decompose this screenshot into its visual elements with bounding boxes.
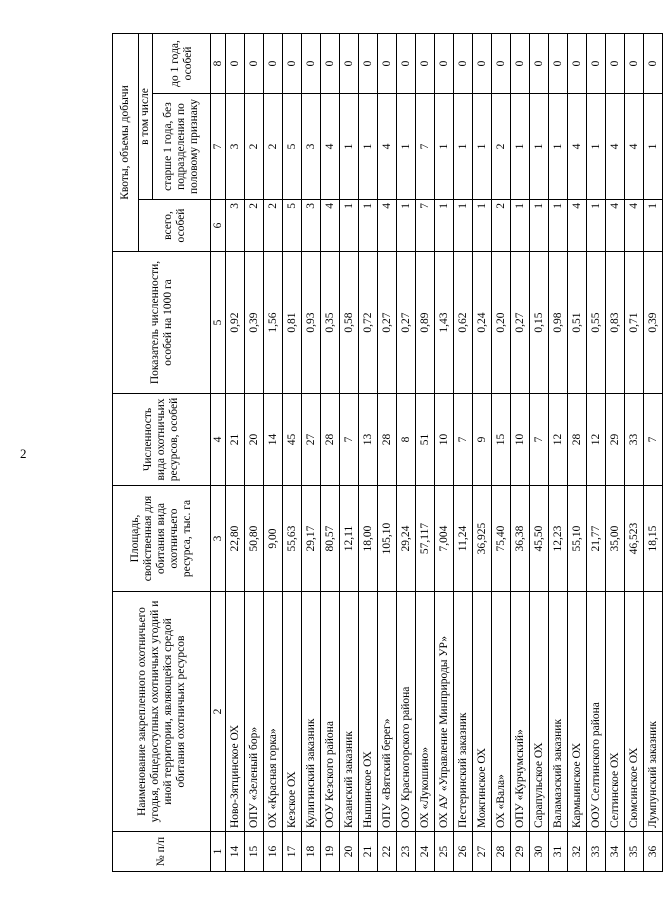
cell-area-name: Нышинское ОХ bbox=[359, 592, 378, 832]
column-number: 2 bbox=[211, 592, 226, 832]
cell-area-name: Пестеринский заказник bbox=[454, 592, 473, 832]
cell-total: 2 bbox=[264, 200, 283, 252]
table-row bbox=[530, 33, 549, 871]
cell-total: 1 bbox=[435, 200, 454, 252]
cell-younger: 0 bbox=[511, 33, 530, 93]
cell-older: 1 bbox=[454, 94, 473, 200]
cell-area: 105,10 bbox=[378, 486, 397, 592]
table-row bbox=[587, 33, 606, 871]
cell-number: 32 bbox=[568, 832, 587, 872]
cell-number: 28 bbox=[492, 832, 511, 872]
cell-population: 20 bbox=[245, 394, 264, 486]
cell-total: 7 bbox=[416, 200, 435, 252]
cell-density: 0,98 bbox=[549, 252, 568, 394]
cell-population: 8 bbox=[397, 394, 416, 486]
cell-total: 4 bbox=[378, 200, 397, 252]
cell-older: 7 bbox=[416, 94, 435, 200]
column-number: 8 bbox=[211, 33, 226, 93]
cell-older: 4 bbox=[321, 94, 340, 200]
cell-younger: 0 bbox=[226, 33, 245, 93]
cell-density: 0,89 bbox=[416, 252, 435, 394]
cell-number: 21 bbox=[359, 832, 378, 872]
cell-population: 14 bbox=[264, 394, 283, 486]
cell-area-name: Казанский заказник bbox=[340, 592, 359, 832]
cell-younger: 0 bbox=[359, 33, 378, 93]
header-area: Площадь, свойственная для обитания вида охотничьего ресурса, тыс. га bbox=[113, 486, 211, 592]
cell-area: 7,004 bbox=[435, 486, 454, 592]
cell-density: 0,39 bbox=[245, 252, 264, 394]
cell-younger: 0 bbox=[302, 33, 321, 93]
cell-total: 1 bbox=[340, 200, 359, 252]
cell-area: 45,50 bbox=[530, 486, 549, 592]
cell-area-name: Сарапульское ОХ bbox=[530, 592, 549, 832]
cell-density: 0,71 bbox=[625, 252, 644, 394]
cell-population: 15 bbox=[492, 394, 511, 486]
cell-younger: 0 bbox=[416, 33, 435, 93]
cell-younger: 0 bbox=[435, 33, 454, 93]
cell-density: 1,43 bbox=[435, 252, 454, 394]
cell-population: 45 bbox=[283, 394, 302, 486]
cell-population: 51 bbox=[416, 394, 435, 486]
cell-number: 25 bbox=[435, 832, 454, 872]
cell-total: 4 bbox=[568, 200, 587, 252]
cell-younger: 0 bbox=[530, 33, 549, 93]
cell-area: 57,117 bbox=[416, 486, 435, 592]
cell-area-name: ОХ АУ «Управление Минприроды УР» bbox=[435, 592, 454, 832]
cell-area: 12,23 bbox=[549, 486, 568, 592]
cell-younger: 0 bbox=[549, 33, 568, 93]
cell-younger: 0 bbox=[245, 33, 264, 93]
cell-older: 4 bbox=[568, 94, 587, 200]
cell-younger: 0 bbox=[454, 33, 473, 93]
cell-area: 75,40 bbox=[492, 486, 511, 592]
cell-older: 3 bbox=[226, 94, 245, 200]
cell-older: 1 bbox=[511, 94, 530, 200]
cell-number: 20 bbox=[340, 832, 359, 872]
cell-density: 0,39 bbox=[644, 252, 663, 394]
header-older: старше 1 года, без подразделения по половому признаку bbox=[153, 94, 211, 200]
cell-density: 0,27 bbox=[378, 252, 397, 394]
cell-area: 11,24 bbox=[454, 486, 473, 592]
cell-population: 10 bbox=[435, 394, 454, 486]
cell-total: 4 bbox=[606, 200, 625, 252]
cell-density: 0,92 bbox=[226, 252, 245, 394]
table-row bbox=[492, 33, 511, 871]
cell-total: 1 bbox=[473, 200, 492, 252]
cell-area-name: Кармыинское ОХ bbox=[568, 592, 587, 832]
cell-area-name: Валамазский заказник bbox=[549, 592, 568, 832]
cell-population: 28 bbox=[568, 394, 587, 486]
cell-population: 12 bbox=[587, 394, 606, 486]
cell-density: 0,83 bbox=[606, 252, 625, 394]
cell-population: 9 bbox=[473, 394, 492, 486]
cell-total: 5 bbox=[283, 200, 302, 252]
header-num: № п/п bbox=[113, 832, 211, 872]
cell-population: 13 bbox=[359, 394, 378, 486]
cell-density: 0,15 bbox=[530, 252, 549, 394]
cell-area: 36,925 bbox=[473, 486, 492, 592]
cell-number: 24 bbox=[416, 832, 435, 872]
cell-area: 22,80 bbox=[226, 486, 245, 592]
cell-density: 0,24 bbox=[473, 252, 492, 394]
cell-area: 55,10 bbox=[568, 486, 587, 592]
cell-population: 29 bbox=[606, 394, 625, 486]
cell-population: 7 bbox=[454, 394, 473, 486]
cell-older: 1 bbox=[549, 94, 568, 200]
cell-number: 17 bbox=[283, 832, 302, 872]
table-row bbox=[644, 33, 663, 871]
table-row bbox=[606, 33, 625, 871]
cell-older: 5 bbox=[283, 94, 302, 200]
cell-older: 1 bbox=[435, 94, 454, 200]
cell-younger: 0 bbox=[492, 33, 511, 93]
cell-density: 0,20 bbox=[492, 252, 511, 394]
cell-area-name: ОПУ «Зеленый бор» bbox=[245, 592, 264, 832]
table-row bbox=[568, 33, 587, 871]
cell-population: 7 bbox=[340, 394, 359, 486]
cell-younger: 0 bbox=[397, 33, 416, 93]
table-row bbox=[511, 33, 530, 871]
cell-younger: 0 bbox=[625, 33, 644, 93]
cell-population: 12 bbox=[549, 394, 568, 486]
cell-number: 29 bbox=[511, 832, 530, 872]
cell-number: 30 bbox=[530, 832, 549, 872]
cell-total: 1 bbox=[549, 200, 568, 252]
header-population: Численность вида охотничьих ресурсов, особей bbox=[113, 394, 211, 486]
cell-area: 29,24 bbox=[397, 486, 416, 592]
cell-population: 7 bbox=[530, 394, 549, 486]
cell-number: 22 bbox=[378, 832, 397, 872]
cell-number: 19 bbox=[321, 832, 340, 872]
cell-area: 9,00 bbox=[264, 486, 283, 592]
cell-total: 1 bbox=[454, 200, 473, 252]
table-row bbox=[359, 33, 378, 871]
cell-total: 4 bbox=[625, 200, 644, 252]
cell-total: 1 bbox=[397, 200, 416, 252]
cell-area-name: Лумпунский заказник bbox=[644, 592, 663, 832]
cell-total: 2 bbox=[245, 200, 264, 252]
cell-older: 1 bbox=[530, 94, 549, 200]
cell-area: 35,00 bbox=[606, 486, 625, 592]
cell-number: 23 bbox=[397, 832, 416, 872]
cell-older: 1 bbox=[397, 94, 416, 200]
cell-density: 0,27 bbox=[511, 252, 530, 394]
cell-younger: 0 bbox=[378, 33, 397, 93]
cell-younger: 0 bbox=[606, 33, 625, 93]
cell-older: 1 bbox=[587, 94, 606, 200]
cell-younger: 0 bbox=[321, 33, 340, 93]
table-row bbox=[625, 33, 644, 871]
cell-younger: 0 bbox=[473, 33, 492, 93]
cell-total: 2 bbox=[492, 200, 511, 252]
column-number: 1 bbox=[211, 832, 226, 872]
cell-younger: 0 bbox=[264, 33, 283, 93]
cell-number: 34 bbox=[606, 832, 625, 872]
cell-total: 1 bbox=[359, 200, 378, 252]
table-row bbox=[283, 33, 302, 871]
table-row bbox=[321, 33, 340, 871]
cell-older: 2 bbox=[264, 94, 283, 200]
cell-density: 0,35 bbox=[321, 252, 340, 394]
cell-population: 27 bbox=[302, 394, 321, 486]
column-number-row bbox=[211, 33, 226, 871]
cell-population: 10 bbox=[511, 394, 530, 486]
cell-number: 27 bbox=[473, 832, 492, 872]
cell-number: 35 bbox=[625, 832, 644, 872]
cell-total: 4 bbox=[321, 200, 340, 252]
cell-older: 2 bbox=[492, 94, 511, 200]
table-row bbox=[378, 33, 397, 871]
header-quotas: Квоты, объемы добычи bbox=[113, 33, 139, 251]
table-row bbox=[245, 33, 264, 871]
cell-area: 46,523 bbox=[625, 486, 644, 592]
cell-older: 1 bbox=[473, 94, 492, 200]
table-row bbox=[264, 33, 283, 871]
cell-area: 29,17 bbox=[302, 486, 321, 592]
header-density: Показатель численности, особей на 1000 га bbox=[113, 252, 211, 394]
cell-number: 14 bbox=[226, 832, 245, 872]
cell-total: 1 bbox=[530, 200, 549, 252]
cell-area-name: ОПУ «Вятский берег» bbox=[378, 592, 397, 832]
table-row bbox=[454, 33, 473, 871]
cell-older: 2 bbox=[245, 94, 264, 200]
cell-younger: 0 bbox=[340, 33, 359, 93]
cell-area-name: ОХ «Красная горка» bbox=[264, 592, 283, 832]
header-name: Наименование закрепленного охотничьего угодья, общедоступных охотничьих угодий и иной территории, являющейся средой обитания охотничьих ресурсов bbox=[113, 592, 211, 832]
cell-number: 36 bbox=[644, 832, 663, 872]
table-row bbox=[416, 33, 435, 871]
cell-number: 33 bbox=[587, 832, 606, 872]
column-number: 3 bbox=[211, 486, 226, 592]
cell-number: 31 bbox=[549, 832, 568, 872]
cell-density: 0,62 bbox=[454, 252, 473, 394]
table-row bbox=[340, 33, 359, 871]
cell-total: 1 bbox=[511, 200, 530, 252]
cell-area-name: Кезское ОХ bbox=[283, 592, 302, 832]
cell-number: 18 bbox=[302, 832, 321, 872]
cell-total: 3 bbox=[226, 200, 245, 252]
cell-area-name: ООУ Красногорского района bbox=[397, 592, 416, 832]
cell-population: 21 bbox=[226, 394, 245, 486]
table-row bbox=[226, 33, 245, 871]
column-number: 4 bbox=[211, 394, 226, 486]
rotated-table-container bbox=[112, 34, 659, 872]
column-number: 5 bbox=[211, 252, 226, 394]
cell-area: 36,38 bbox=[511, 486, 530, 592]
cell-area: 50,80 bbox=[245, 486, 264, 592]
table-body bbox=[211, 33, 663, 871]
page-number: 2 bbox=[20, 446, 27, 461]
cell-population: 28 bbox=[321, 394, 340, 486]
cell-older: 1 bbox=[644, 94, 663, 200]
cell-total: 3 bbox=[302, 200, 321, 252]
quota-table bbox=[112, 33, 663, 872]
cell-area-name: Селтинское ОХ bbox=[606, 592, 625, 832]
cell-area-name: ОПУ «Курчумский» bbox=[511, 592, 530, 832]
header-incl: в том числе bbox=[139, 33, 153, 199]
table-row bbox=[473, 33, 492, 871]
cell-area-name: Можгинское ОХ bbox=[473, 592, 492, 832]
table-row bbox=[435, 33, 454, 871]
cell-number: 16 bbox=[264, 832, 283, 872]
cell-area-name: Кулигинский заказник bbox=[302, 592, 321, 832]
column-number: 6 bbox=[211, 200, 226, 252]
cell-younger: 0 bbox=[283, 33, 302, 93]
header-younger: до 1 года, особей bbox=[153, 33, 211, 93]
cell-density: 1,56 bbox=[264, 252, 283, 394]
cell-density: 0,55 bbox=[587, 252, 606, 394]
cell-area-name: ОХ «Лукошино» bbox=[416, 592, 435, 832]
cell-density: 0,81 bbox=[283, 252, 302, 394]
cell-area: 18,00 bbox=[359, 486, 378, 592]
cell-number: 15 bbox=[245, 832, 264, 872]
cell-area: 21,77 bbox=[587, 486, 606, 592]
cell-area-name: Сюмсинское ОХ bbox=[625, 592, 644, 832]
table-row bbox=[397, 33, 416, 871]
table-row bbox=[302, 33, 321, 871]
column-number: 7 bbox=[211, 94, 226, 200]
cell-population: 33 bbox=[625, 394, 644, 486]
header-total: всего, особей bbox=[139, 200, 211, 252]
cell-population: 28 bbox=[378, 394, 397, 486]
cell-population: 7 bbox=[644, 394, 663, 486]
cell-area-name: ООУ Кезского района bbox=[321, 592, 340, 832]
cell-older: 1 bbox=[359, 94, 378, 200]
cell-area: 55,63 bbox=[283, 486, 302, 592]
cell-total: 1 bbox=[587, 200, 606, 252]
cell-density: 0,58 bbox=[340, 252, 359, 394]
table-row bbox=[549, 33, 568, 871]
cell-younger: 0 bbox=[568, 33, 587, 93]
cell-older: 3 bbox=[302, 94, 321, 200]
cell-area: 80,57 bbox=[321, 486, 340, 592]
cell-older: 1 bbox=[340, 94, 359, 200]
cell-area-name: ООУ Селтинского района bbox=[587, 592, 606, 832]
cell-older: 4 bbox=[606, 94, 625, 200]
cell-older: 4 bbox=[378, 94, 397, 200]
cell-density: 0,27 bbox=[397, 252, 416, 394]
cell-older: 4 bbox=[625, 94, 644, 200]
cell-area-name: ОХ «Вала» bbox=[492, 592, 511, 832]
cell-number: 26 bbox=[454, 832, 473, 872]
cell-density: 0,51 bbox=[568, 252, 587, 394]
cell-area: 12,11 bbox=[340, 486, 359, 592]
cell-density: 0,93 bbox=[302, 252, 321, 394]
cell-area-name: Ново-Зятцинское ОХ bbox=[226, 592, 245, 832]
cell-area: 18,15 bbox=[644, 486, 663, 592]
cell-younger: 0 bbox=[644, 33, 663, 93]
cell-younger: 0 bbox=[587, 33, 606, 93]
cell-total: 1 bbox=[644, 200, 663, 252]
cell-density: 0,72 bbox=[359, 252, 378, 394]
